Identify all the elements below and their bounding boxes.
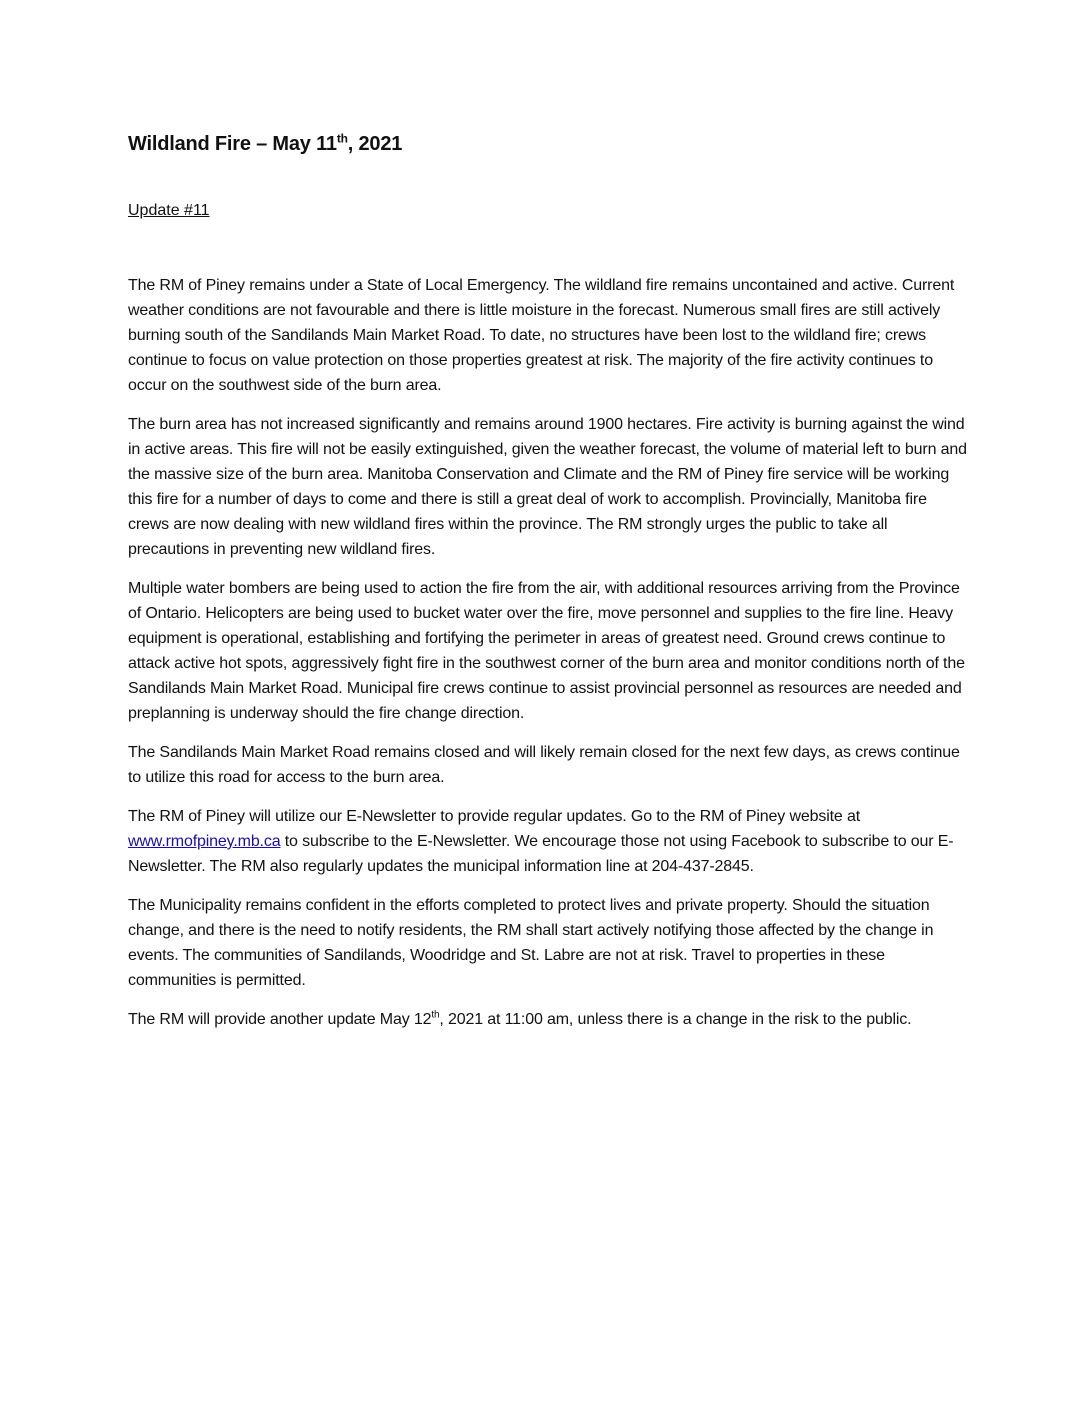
title-superscript: th bbox=[336, 131, 348, 146]
document-body bbox=[128, 273, 968, 1032]
update-label: Update #11 bbox=[128, 202, 210, 219]
title-main: Wildland Fire – May 11 bbox=[128, 133, 337, 155]
website-link[interactable]: www.rmofpiney.mb.ca bbox=[128, 833, 281, 850]
newsletter-text-before: The RM of Piney will utilize our E-Newsletter to provide regular updates. Go to the RM of Piney website at bbox=[128, 808, 860, 825]
paragraph-newsletter bbox=[128, 804, 968, 879]
paragraph-next-update bbox=[128, 1007, 968, 1032]
paragraph-emergency-status: The RM of Piney remains under a State of Local Emergency. The wildland fire remains uncontained and active. Current weather conditions are not favourable and there is little moisture in the forecast. Numerous small fires are still actively burning south of the Sandilands Main Market Road. To date, no structures have been lost to the wildland fire; crews continue to focus on value protection on those properties greatest at risk. The majority of the fire activity continues to occur on the southwest side of the burn area. bbox=[128, 277, 955, 394]
paragraph-road-closure: The Sandilands Main Market Road remains closed and will likely remain closed for the next few days, as crews continue to utilize this road for access to the burn area. bbox=[128, 744, 960, 786]
paragraph-resources: Multiple water bombers are being used to action the fire from the air, with additional resources arriving from the Province of Ontario. Helicopters are being used to bucket water over the fire, move personnel and supplies to the fire line. Heavy equipment is operational, establishing and fortifying the perimeter in areas of greatest need. Ground crews continue to attack active hot spots, aggressively fight fire in the southwest corner of the burn area and monitor conditions north of the Sandilands Main Market Road. Municipal fire crews continue to assist provincial personnel as resources are needed and preplanning is underway should the fire change direction. bbox=[128, 580, 965, 722]
next-update-superscript: th bbox=[431, 1009, 440, 1021]
next-update-text-before: The RM will provide another update May 12 bbox=[128, 1011, 432, 1028]
title-tail: , 2021 bbox=[347, 133, 403, 155]
paragraph-burn-area: The burn area has not increased significantly and remains around 1900 hectares. Fire activity is burning against the wind in active areas. This fire will not be easily extinguished, given the weather forecast, the volume of material left to burn and the massive size of the burn area. Manitoba Conservation and Climate and the RM of Piney fire service will be working this fire for a number of days to come and there is still a great deal of work to accomplish. Provincially, Manitoba fire crews are now dealing with new wildland fires within the province. The RM strongly urges the public to take all precautions in preventing new wildland fires. bbox=[128, 416, 967, 558]
page-title bbox=[128, 128, 968, 160]
next-update-text-after: , 2021 at 11:00 am, unless there is a change in the risk to the public. bbox=[439, 1011, 912, 1028]
document-page bbox=[128, 128, 968, 1046]
paragraph-municipality-confidence: The Municipality remains confident in the efforts completed to protect lives and private property. Should the situation change, and there is the need to notify residents, the RM shall start actively notifying those affected by the change in events. The communities of Sandilands, Woodridge and St. Labre are not at risk. Travel to properties in these communities is permitted. bbox=[128, 897, 934, 989]
newsletter-text-after: to subscribe to the E-Newsletter. We encourage those not using Facebook to subscribe to our E-Newsletter. The RM also regularly updates the municipal information line at 204-437-2845. bbox=[128, 833, 954, 875]
